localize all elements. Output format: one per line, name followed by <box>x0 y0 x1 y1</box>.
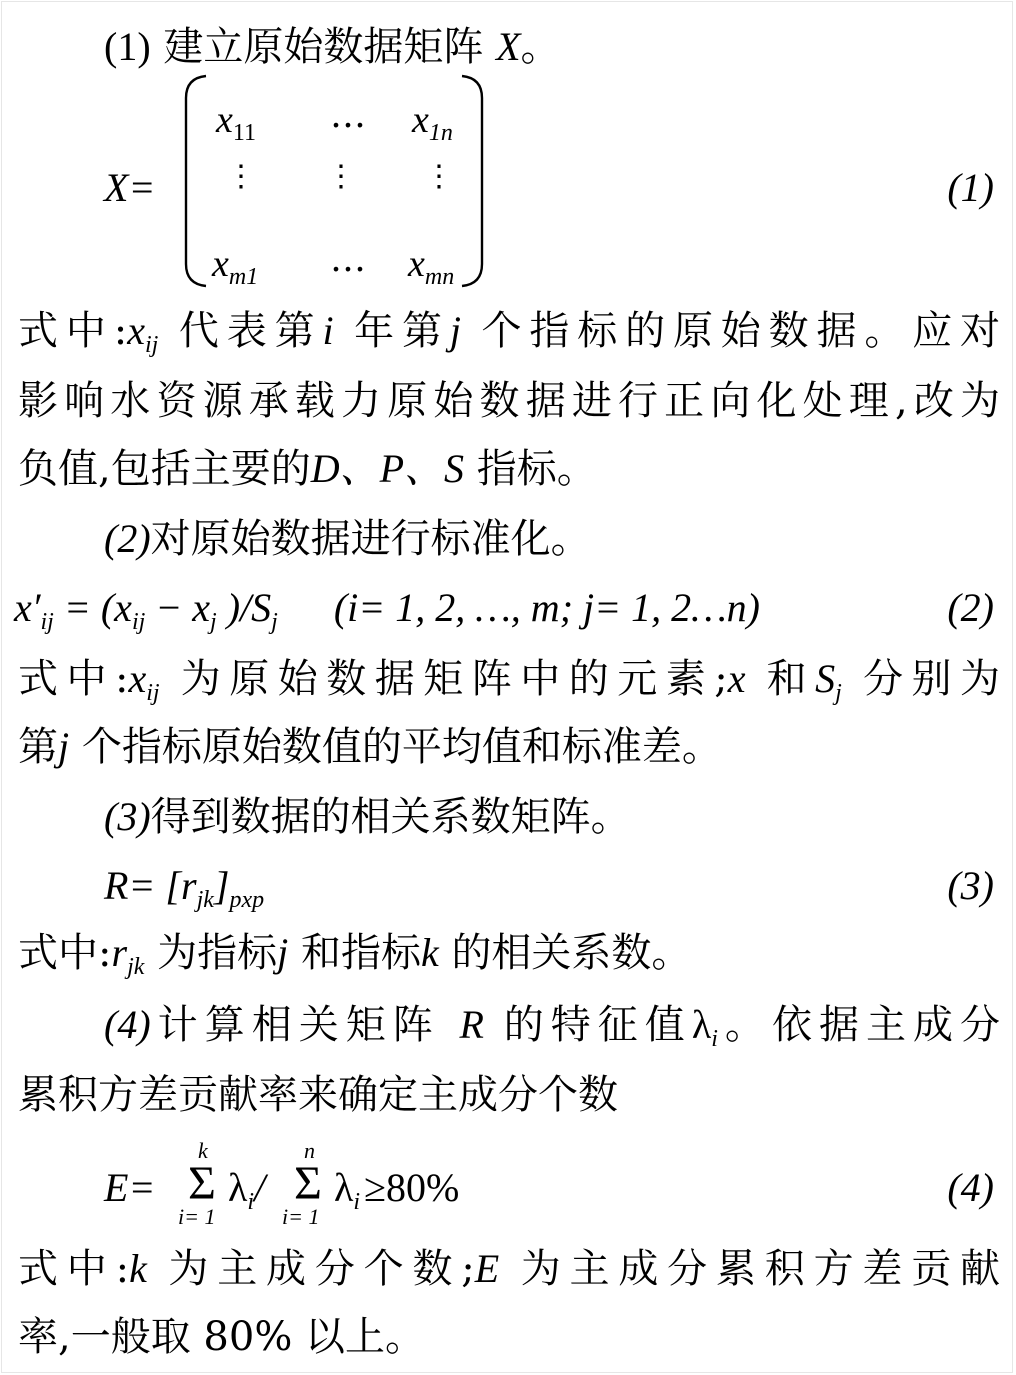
matrix-cell-xm1: $x_{m1}$ <box>212 243 259 290</box>
matrix-right-bracket <box>458 74 488 288</box>
matrix-cell-x1n: $x_{1n}$ <box>412 99 453 146</box>
equation-4-lhs: E= <box>104 1165 156 1210</box>
step-1-heading: (1) 建立原始数据矩阵 X。 <box>104 24 561 70</box>
explanation-1-line-3: 负值,包括主要的D、P、S 指标。 <box>18 446 597 492</box>
step-2-heading: (2)对原始数据进行标准化。 <box>104 516 591 562</box>
equation-number-2: (2) <box>947 585 994 630</box>
sum-2-sigma: Σ <box>294 1157 322 1210</box>
sum-1-term: $\lambda_i/$ <box>228 1165 266 1215</box>
equation-number-4: (4) <box>947 1165 994 1210</box>
sum-2-upper: n <box>304 1138 315 1163</box>
matrix-vdots-col1: ⋮ <box>226 159 256 194</box>
explanation-1-line-2: 影响水资源承载力原始数据进行正向化处理,改为 <box>18 378 1000 424</box>
explanation-4-line-2: 率,一般取 80% 以上。 <box>18 1314 426 1360</box>
matrix-lhs: X= <box>104 165 156 210</box>
explanation-2-line-1: 式中$:x_{ij}$ 为原始数据矩阵中的元素;x 和$S_j$ 分别为 <box>18 656 1001 706</box>
sum-2-term: $\lambda_i \ge 80\%$ <box>334 1165 460 1215</box>
equation-3: $R= [r_{jk}]_{pxp}$ <box>104 863 265 913</box>
step-3-heading: (3)得到数据的相关系数矩阵。 <box>104 794 631 840</box>
equation-2: $x'_{ij} = (x_{ij} - x_j$ )$/S_j$ (i= 1, 2, …, m; j= 1, 2…n) <box>14 585 761 635</box>
matrix-vdots-col2: ⋮ <box>326 159 356 194</box>
sum-1-lower: i= 1 <box>178 1204 216 1229</box>
equation-number-1: (1) <box>947 165 994 210</box>
matrix-hdots-row2: … <box>330 239 370 280</box>
matrix-hdots-row1: … <box>330 95 370 136</box>
step-4-line-2: 累积方差贡献率来确定主成分个数 <box>18 1072 618 1118</box>
matrix-left-bracket <box>180 74 210 288</box>
sum-1-upper: k <box>198 1138 208 1163</box>
explanation-1-line-1: 式中$:x_{ij}$ 代表第i 年第j 个指标的原始数据。应对 <box>18 308 1001 358</box>
equation-number-3: (3) <box>947 863 994 908</box>
step-4-heading: (4)计算相关矩阵 R 的特征值$\lambda_i$。依据主成分 <box>104 1002 1001 1052</box>
matrix-cell-xmn: $x_{mn}$ <box>408 243 455 290</box>
sum-1-sigma: Σ <box>188 1157 216 1210</box>
matrix-cell-x11: $x_{11}$ <box>216 99 256 146</box>
explanation-4-line-1: 式中:k 为主成分个数;E 为主成分累积方差贡献 <box>18 1246 1001 1292</box>
sum-2-lower: i= 1 <box>282 1204 320 1229</box>
explanation-3: 式中$:r_{jk}$ 为指标j 和指标k 的相关系数。 <box>18 930 692 980</box>
explanation-2-line-2: 第j 个指标原始数值的平均值和标准差。 <box>18 724 722 770</box>
matrix-vdots-col3: ⋮ <box>424 159 454 194</box>
